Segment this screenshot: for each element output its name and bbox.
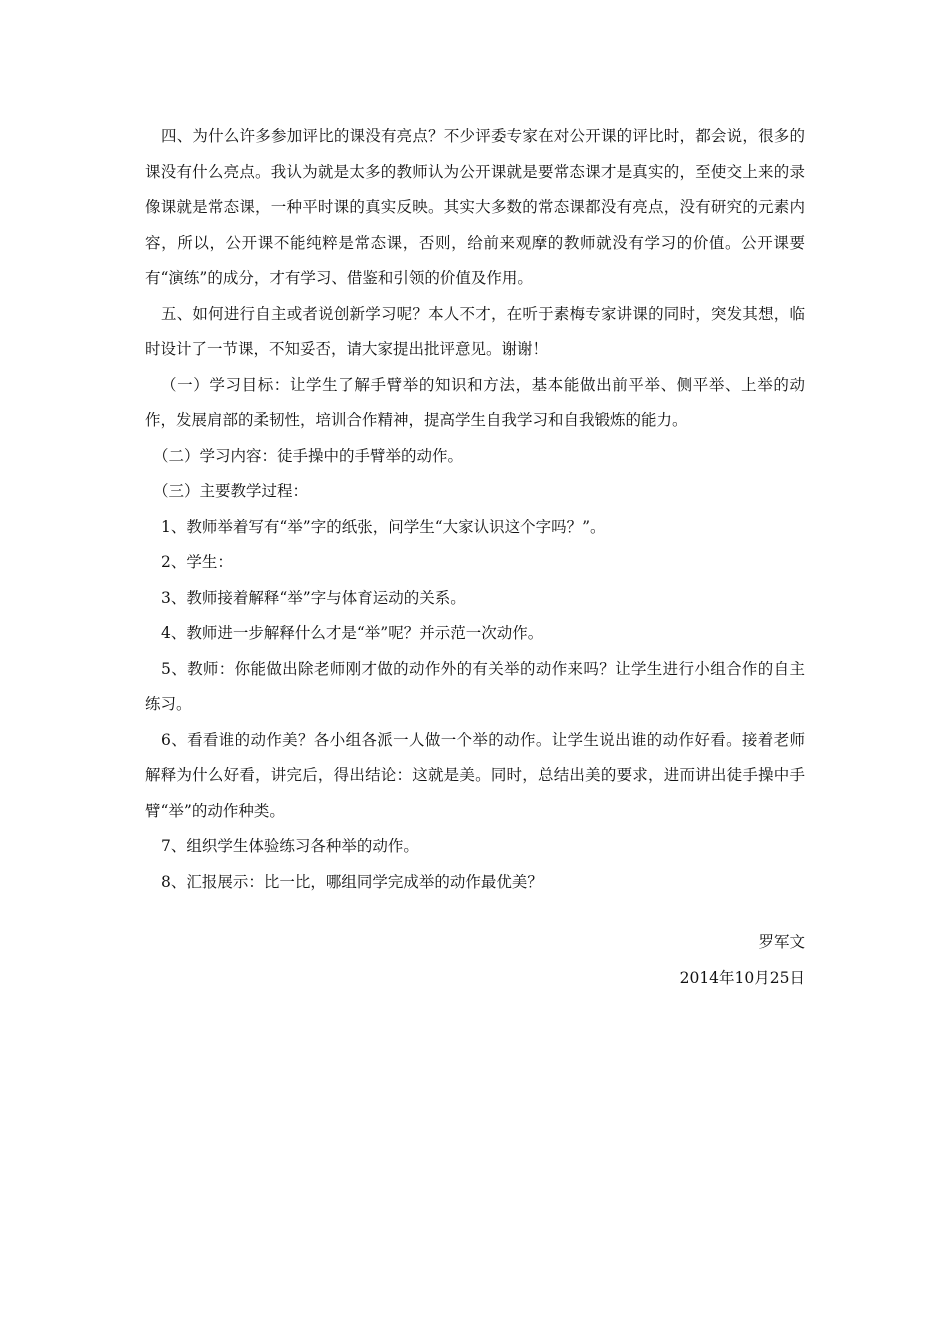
process-step-2: 2、学生： xyxy=(161,553,233,571)
process-step-3: 3、教师接着解释“举”字与体育运动的关系。 xyxy=(161,588,466,607)
process-step-6: 6、看看谁的动作美？各小组各派一人做一个举的动作。让学生说出谁的动作好看。接着老师解释为什么好看，讲完后，得出结论：这就是美。同时，总结出美的要求，进而讲出徒手操中手臂“举”的动作种类。 xyxy=(145,730,805,820)
paragraph-five: 五、如何进行自主或者说创新学习呢？本人不才，在听于素梅专家讲课的同时，突发其想，临时设计了一节课，不知妥否，请大家提出批评意见。谢谢！ xyxy=(145,304,805,358)
teaching-process-heading: （三）主要教学过程： xyxy=(153,482,309,500)
process-step-8: 8、汇报展示：比一比，哪组同学完成举的动作最优美？ xyxy=(161,872,543,891)
process-step-1: 1、教师举着写有“举”字的纸张，问学生“大家认识这个字吗？”。 xyxy=(161,517,606,536)
signature-date: 2014年10月25日 xyxy=(679,969,805,987)
process-step-5: 5、教师：你能做出除老师刚才做的动作外的有关举的动作来吗？让学生进行小组合作的自主练习。 xyxy=(145,659,805,713)
document-body xyxy=(145,119,805,900)
process-step-4: 4、教师进一步解释什么才是“举”呢？并示范一次动作。 xyxy=(161,624,544,642)
paragraph-four: 四、为什么许多参加评比的课没有亮点？不少评委专家在对公开课的评比时，都会说，很多的课没有什么亮点。我认为就是太多的教师认为公开课就是要常态课才是真实的，至使交上来的录像课就是常态课，一种平时课的真实反映。其实大多数的常态课都没有亮点，没有研究的元素内容，所以，公开课不能纯粹是常态课，否则，给前来观摩的教师就没有学习的价值。公开课要有“演练”的成分，才有学习、借鉴和引领的价值及作用。 xyxy=(145,127,805,287)
learning-objective: （一）学习目标：让学生了解手臂举的知识和方法，基本能做出前平举、侧平举、上举的动作，发展肩部的柔韧性，培训合作精神，提高学生自我学习和自我锻炼的能力。 xyxy=(145,375,805,429)
signature-name: 罗军文 xyxy=(758,933,805,951)
learning-content: （二）学习内容：徒手操中的手臂举的动作。 xyxy=(153,446,464,465)
process-step-7: 7、组织学生体验练习各种举的动作。 xyxy=(161,837,419,855)
